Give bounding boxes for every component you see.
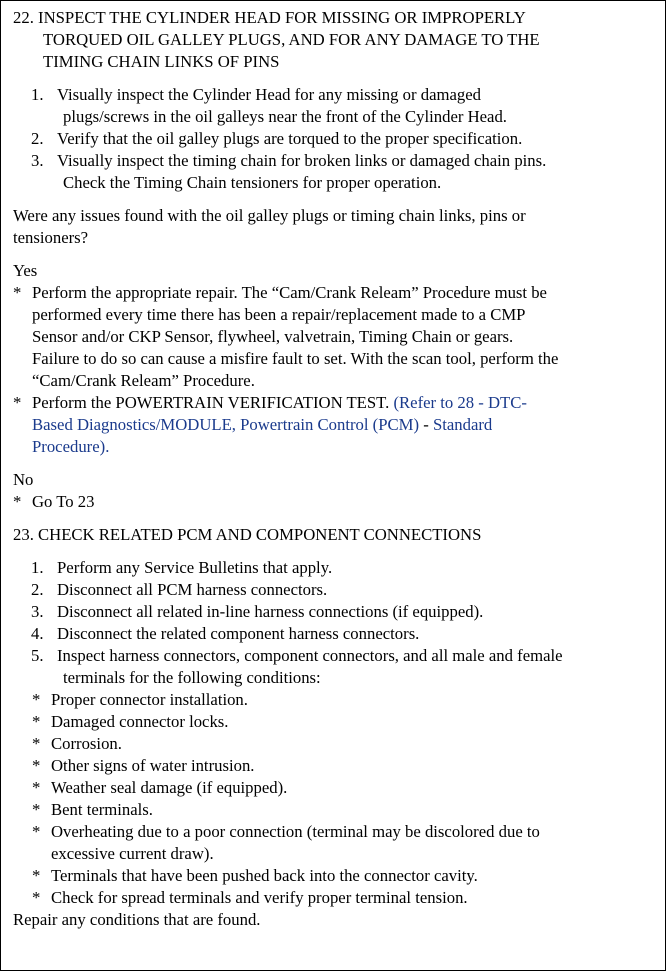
step-22-title (13, 7, 653, 73)
yes-label: Yes (13, 261, 38, 280)
condition-text: Terminals that have been pushed back into the connector cavity. (51, 866, 478, 885)
instruction-number: 3. (31, 602, 44, 621)
condition-text: excessive current draw). (51, 844, 214, 863)
condition-item (13, 733, 653, 755)
bullet-star: * (32, 712, 41, 731)
closing-instruction: Repair any conditions that are found. (13, 910, 261, 929)
reference-dash: - (423, 415, 429, 434)
instruction-item (13, 557, 653, 579)
reference-link[interactable]: Standard (432, 415, 493, 434)
bullet-star: * (32, 800, 41, 819)
condition-item (13, 821, 653, 865)
instruction-text: Inspect harness connectors, component connectors, and all male and female (57, 646, 563, 665)
condition-text: Proper connector installation. (51, 690, 248, 709)
instruction-text: Perform any Service Bulletins that apply. (57, 558, 333, 577)
condition-item (13, 887, 653, 909)
no-action-item (13, 491, 653, 513)
instruction-item (13, 623, 653, 645)
no-actions (13, 491, 653, 513)
bullet-star: * (32, 734, 41, 753)
bullet-star: * (13, 393, 22, 412)
step-22-title-line: TIMING CHAIN LINKS OF PINS (43, 52, 280, 71)
yes-actions (13, 282, 653, 458)
bullet-star: * (32, 756, 41, 775)
bullet-star: * (32, 690, 41, 709)
instruction-text: terminals for the following conditions: (63, 668, 321, 687)
action-text: Go To 23 (32, 492, 95, 511)
instruction-item (13, 601, 653, 623)
instruction-item (13, 645, 653, 689)
instruction-number: 2. (31, 129, 44, 148)
bullet-star: * (13, 492, 22, 511)
instruction-text: Visually inspect the Cylinder Head for any missing or damaged (57, 85, 481, 104)
condition-item (13, 777, 653, 799)
instruction-text: Check the Timing Chain tensioners for proper operation. (63, 173, 442, 192)
bullet-star: * (32, 888, 41, 907)
instruction-text: Verify that the oil galley plugs are torqued to the proper specification. (57, 129, 523, 148)
condition-item (13, 865, 653, 887)
condition-text: Other signs of water intrusion. (51, 756, 255, 775)
instruction-text: Disconnect all PCM harness connectors. (57, 580, 328, 599)
condition-text: Bent terminals. (51, 800, 153, 819)
action-text: Perform the appropriate repair. The “Cam/Crank Releam” Procedure must be (32, 283, 547, 302)
bullet-star: * (32, 822, 41, 841)
bullet-star: * (13, 283, 22, 302)
reference-link[interactable]: (Refer to 28 - DTC- (393, 393, 527, 412)
question-line: Were any issues found with the oil galley plugs or timing chain links, pins or (13, 206, 526, 225)
instruction-number: 1. (31, 85, 44, 104)
action-text: “Cam/Crank Releam” Procedure. (32, 371, 255, 390)
instruction-number: 5. (31, 646, 44, 665)
step-22-instructions (13, 84, 653, 194)
condition-text: Weather seal damage (if equipped). (51, 778, 288, 797)
condition-item (13, 689, 653, 711)
condition-text: Corrosion. (51, 734, 122, 753)
instruction-number: 2. (31, 580, 44, 599)
instruction-text: Disconnect the related component harness connectors. (57, 624, 420, 643)
instruction-text: Disconnect all related in-line harness connections (if equipped). (57, 602, 484, 621)
reference-link[interactable]: Based Diagnostics/MODULE, Powertrain Control (PCM) (32, 415, 420, 434)
condition-item (13, 755, 653, 777)
bullet-star: * (32, 778, 41, 797)
action-text: Failure to do so can cause a misfire fault to set. With the scan tool, perform the (32, 349, 559, 368)
condition-text: Damaged connector locks. (51, 712, 229, 731)
instruction-item (13, 128, 653, 150)
condition-text: Check for spread terminals and verify proper terminal tension. (51, 888, 468, 907)
bullet-star: * (32, 866, 41, 885)
no-label: No (13, 470, 34, 489)
step-23-title: 23. CHECK RELATED PCM AND COMPONENT CONNECTIONS (13, 525, 482, 544)
question-line: tensioners? (13, 228, 89, 247)
instruction-item (13, 150, 653, 194)
instruction-text: Visually inspect the timing chain for broken links or damaged chain pins. (57, 151, 547, 170)
inspection-conditions (13, 689, 653, 909)
condition-item (13, 711, 653, 733)
yes-action-item (13, 392, 653, 458)
instruction-number: 4. (31, 624, 44, 643)
instruction-number: 1. (31, 558, 44, 577)
action-text: performed every time there has been a repair/replacement made to a CMP (32, 305, 526, 324)
yes-action-item (13, 282, 653, 392)
step-22-title-line: 22. INSPECT THE CYLINDER HEAD FOR MISSING OR IMPROPERLY (13, 8, 526, 27)
instruction-number: 3. (31, 151, 44, 170)
condition-item (13, 799, 653, 821)
instruction-item (13, 579, 653, 601)
step-22-question (13, 205, 653, 249)
step-23-instructions (13, 557, 653, 689)
action-text: Sensor and/or CKP Sensor, flywheel, valvetrain, Timing Chain or gears. (32, 327, 514, 346)
reference-link[interactable]: Procedure). (32, 437, 110, 456)
condition-text: Overheating due to a poor connection (terminal may be discolored due to (51, 822, 540, 841)
instruction-item (13, 84, 653, 128)
instruction-text: plugs/screws in the oil galleys near the front of the Cylinder Head. (63, 107, 507, 126)
step-22-title-line: TORQUED OIL GALLEY PLUGS, AND FOR ANY DAMAGE TO THE (43, 30, 540, 49)
action-text: Perform the POWERTRAIN VERIFICATION TEST. (32, 393, 390, 412)
